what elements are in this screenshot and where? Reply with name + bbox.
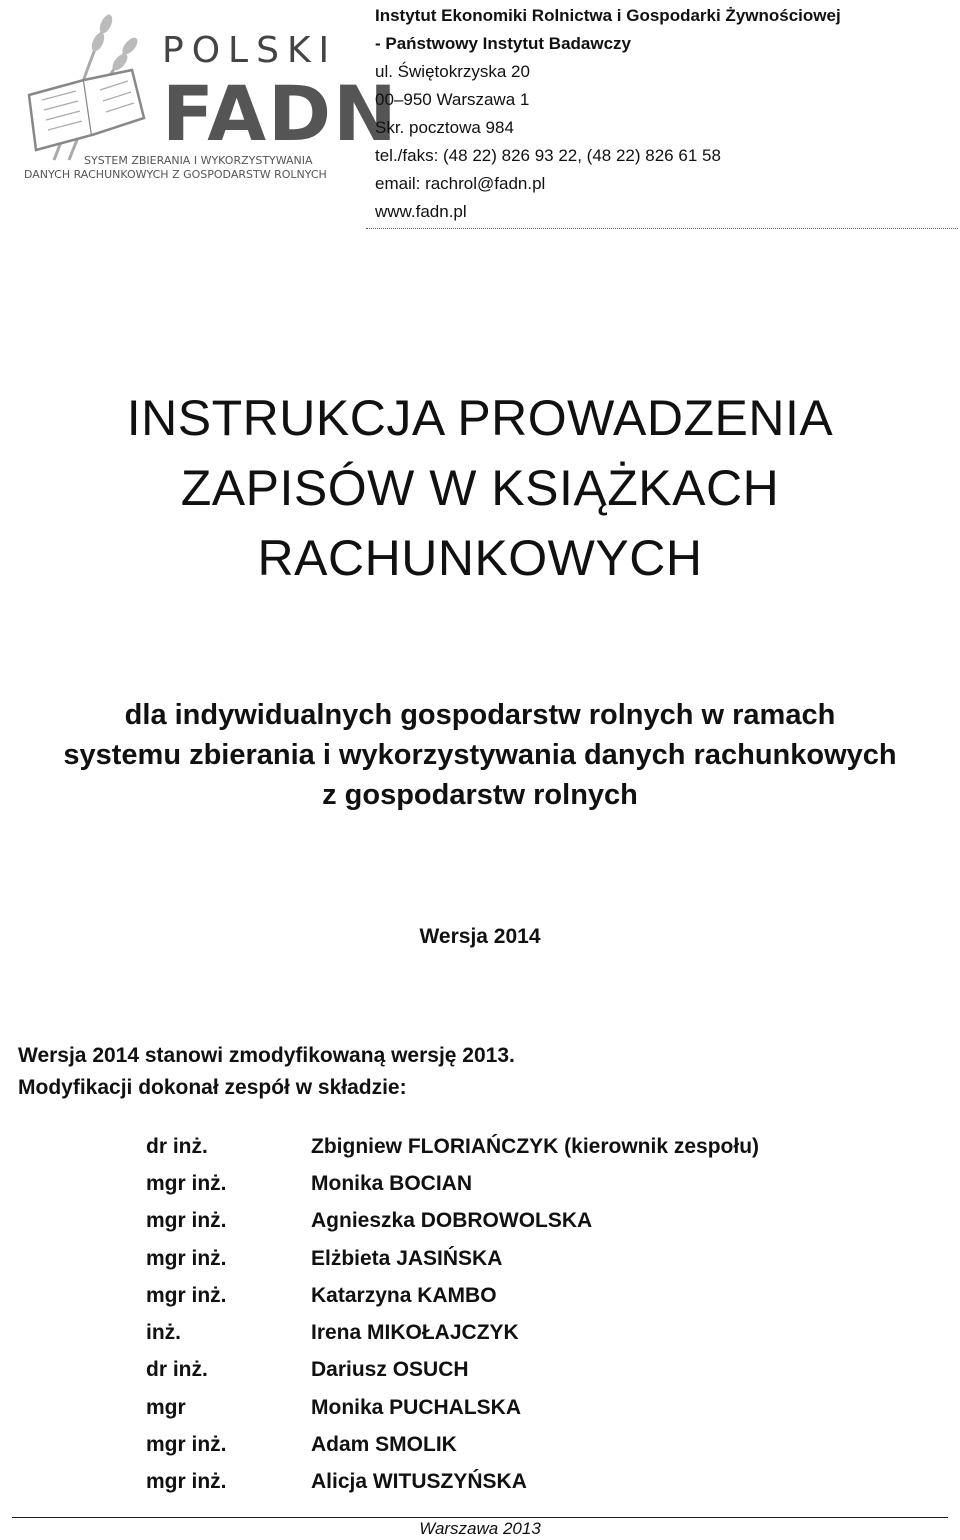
team-list — [146, 1128, 759, 1501]
member-name: Katarzyna KAMBO — [311, 1283, 497, 1307]
team-member — [146, 1314, 759, 1351]
modification-line-1: Wersja 2014 stanowi zmodyfikowaną wersję 2013. — [18, 1044, 515, 1067]
team-member — [146, 1464, 759, 1501]
title-line-2: ZAPISÓW W KSIĄŻKACH — [180, 460, 780, 516]
email-link[interactable]: email: rachrol@fadn.pl — [375, 174, 546, 193]
member-title: mgr inż. — [146, 1209, 227, 1233]
polski-fadn-logo — [14, 0, 399, 190]
modification-line-2: Modyfikacji dokonał zespół w składzie: — [18, 1076, 407, 1099]
logo-graphic — [14, 0, 399, 190]
logo-word-polski: POLSKI — [162, 30, 338, 71]
header-divider — [366, 228, 958, 229]
subtitle-line-3: z gospodarstw rolnych — [322, 779, 638, 811]
subtitle-line-2: systemu zbierania i wykorzystywania danych rachunkowych — [63, 739, 897, 771]
team-member — [146, 1277, 759, 1314]
member-title: dr inż. — [146, 1358, 208, 1382]
team-member — [146, 1165, 759, 1202]
member-name: Dariusz OSUCH — [311, 1358, 469, 1382]
member-title: dr inż. — [146, 1134, 208, 1158]
member-name: Alicja WITUSZYŃSKA — [311, 1470, 527, 1494]
footer-divider — [12, 1517, 948, 1518]
team-member — [146, 1128, 759, 1165]
member-name: Agnieszka DOBROWOLSKA — [311, 1209, 593, 1233]
member-name: Adam SMOLIK — [311, 1433, 457, 1457]
member-name: Irena MIKOŁAJCZYK — [311, 1321, 519, 1345]
address-street: ul. Świętokrzyska 20 — [375, 62, 530, 81]
member-title: mgr inż. — [146, 1171, 227, 1195]
member-title: mgr inż. — [146, 1433, 227, 1457]
institution-name: Instytut Ekonomiki Rolnictwa i Gospodarki Żywnościowej — [375, 6, 841, 25]
member-name: Monika PUCHALSKA — [311, 1395, 522, 1419]
team-member — [146, 1203, 759, 1240]
subtitle-line-1: dla indywidualnych gospodarstw rolnych w ramach — [124, 699, 836, 731]
logo-word-fadn: FADN — [162, 69, 399, 158]
phone: tel./faks: (48 22) 826 93 22, (48 22) 826 61 58 — [375, 146, 721, 165]
member-title: mgr inż. — [146, 1246, 227, 1270]
institution-subname: - Państwowy Instytut Badawczy — [375, 34, 631, 53]
member-title: mgr — [146, 1395, 186, 1419]
version-label: Wersja 2014 — [419, 925, 541, 948]
document-subtitle — [0, 695, 960, 815]
place-and-year: Warszawa 2013 — [419, 1519, 541, 1538]
document-title — [0, 383, 960, 593]
logo-caption-line1: SYSTEM ZBIERANIA I WYKORZYSTYWANIA — [84, 154, 313, 167]
team-member — [146, 1389, 759, 1426]
member-title: mgr inż. — [146, 1283, 227, 1307]
member-name: Monika BOCIAN — [311, 1171, 473, 1195]
member-name: Zbigniew FLORIAŃCZYK (kierownik zespołu) — [311, 1134, 760, 1158]
address-city: 00–950 Warszawa 1 — [375, 90, 530, 109]
po-box: Skr. pocztowa 984 — [375, 118, 514, 137]
team-member — [146, 1240, 759, 1277]
title-line-1: INSTRUKCJA PROWADZENIA — [126, 390, 834, 446]
modification-note — [18, 1040, 515, 1104]
member-title: mgr inż. — [146, 1470, 227, 1494]
team-member — [146, 1352, 759, 1389]
team-member — [146, 1426, 759, 1463]
website-link[interactable]: www.fadn.pl — [375, 202, 467, 221]
institution-info — [375, 2, 841, 226]
member-title: inż. — [146, 1321, 181, 1345]
title-line-3: RACHUNKOWYCH — [257, 530, 703, 586]
member-name: Elżbieta JASIŃSKA — [311, 1246, 503, 1270]
logo-caption-line2: DANYCH RACHUNKOWYCH Z GOSPODARSTW ROLNYCH — [24, 168, 327, 181]
